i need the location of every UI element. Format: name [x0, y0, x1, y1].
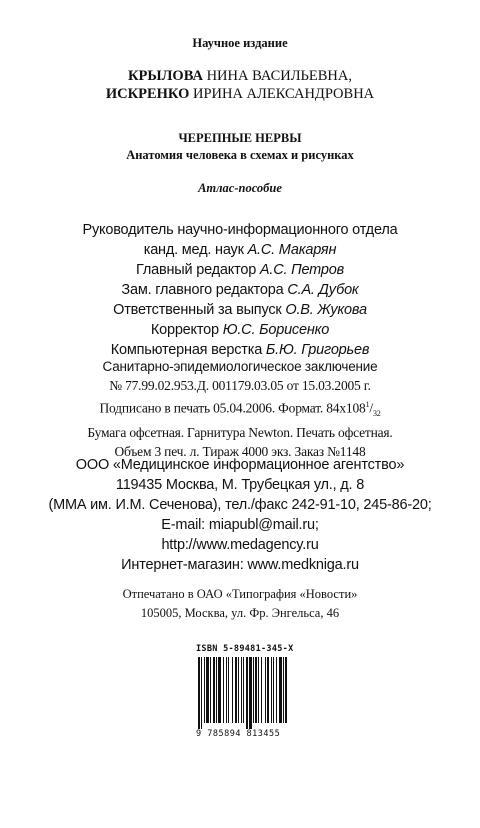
staff-person: Б.Ю. Григорьев	[265, 342, 370, 358]
barcode-bar	[201, 657, 202, 729]
isbn-barcode	[196, 644, 294, 739]
barcode-bar	[216, 657, 217, 723]
barcode-bar	[206, 657, 209, 723]
ean-digits: 9 785894 813455	[196, 729, 281, 739]
staff-role: Ответственный за выпуск	[113, 302, 282, 318]
barcode-bar	[238, 657, 239, 723]
staff-role: Зам. главного редактора	[121, 282, 284, 298]
barcode-bar	[235, 657, 237, 723]
author-surname: ИСКРЕНКО	[105, 86, 190, 102]
staff-line	[0, 300, 480, 320]
staff-role: Руководитель научно-информационного отдела	[82, 222, 398, 238]
barcode-bar	[232, 657, 233, 723]
barcode-bar	[285, 657, 287, 723]
printer-block	[0, 585, 480, 623]
barcode-bar	[246, 657, 248, 729]
barcode-bar	[243, 657, 244, 723]
staff-person: А.С. Петров	[259, 262, 344, 278]
staff-list	[0, 220, 480, 360]
publisher-address: 119435 Москва, М. Трубецкая ул., д. 8	[115, 477, 365, 493]
paper-line: Бумага офсетная. Гарнитура Newton. Печать офсетная.	[87, 425, 393, 441]
barcode-bar	[273, 657, 274, 723]
barcode-bar	[261, 657, 262, 723]
barcode-bar	[265, 657, 266, 723]
barcode-bar	[253, 657, 254, 723]
publisher-contact: (ММА им. И.М. Сеченова), тел./факс 242-91-10, 245-86-20;	[48, 497, 432, 513]
author-name: ИРИНА АЛЕКСАНДРОВНА	[192, 86, 375, 102]
printer-address: 105005, Москва, ул. Фр. Энгельса, 46	[140, 606, 340, 620]
publisher-block	[0, 455, 480, 575]
barcode-bar	[223, 657, 224, 723]
staff-person: Ю.С. Борисенко	[222, 322, 330, 338]
barcode-bar	[249, 657, 252, 729]
print-line-text: Подписано в печать 05.04.2006. Формат. 84х108	[99, 400, 366, 416]
print-format-line: Подписано в печать 05.04.2006. Формат. $84х108^1/_{32}$	[99, 400, 381, 419]
publisher-name: ООО «Медицинское информационное агентство»	[75, 457, 405, 473]
barcode-bar	[218, 657, 221, 723]
publisher-email: E-mail: miapubl@mail.ru;	[161, 517, 319, 533]
staff-person: С.А. Дубок	[287, 282, 359, 298]
barcode-bar	[276, 657, 277, 723]
barcode-bar	[241, 657, 242, 723]
book-subtitle: Анатомия человека в схемах и рисунках	[126, 148, 354, 162]
barcode-bar	[258, 657, 259, 723]
barcode-bar	[271, 657, 272, 723]
author-name: НИНА ВАСИЛЬЕВНА,	[206, 68, 352, 84]
barcode-bars	[196, 657, 288, 729]
volume-line: Объем 3 печ. л. Тираж 4000 экз. Заказ №1148	[114, 444, 366, 460]
edition-type: Научное издание	[192, 36, 288, 50]
author-surname: КРЫЛОВА	[128, 68, 203, 84]
barcode-bar	[198, 657, 200, 729]
sanitary-line: Санитарно-эпидемиологическое заключение	[102, 359, 378, 374]
format-subscript: 32	[372, 409, 381, 419]
staff-line	[0, 220, 480, 240]
staff-line	[0, 280, 480, 300]
staff-line	[0, 260, 480, 280]
staff-line	[0, 320, 480, 340]
publisher-shop: Интернет-магазин: www.medkniga.ru	[121, 557, 359, 573]
staff-role: канд. мед. наук	[143, 242, 244, 258]
staff-line	[0, 240, 480, 260]
barcode-bar	[210, 657, 211, 723]
staff-role: Компьютерная верстка	[110, 342, 263, 358]
author-line-1	[0, 68, 480, 85]
staff-role: Главный редактор	[136, 262, 257, 278]
staff-person: А.С. Макарян	[247, 242, 337, 258]
book-kind: Атлас-пособие	[198, 181, 282, 195]
barcode-bar	[204, 657, 205, 723]
isbn-label: ISBN 5-89481-345-X	[196, 644, 294, 654]
format-superscript: 1	[365, 400, 370, 409]
sanitary-number-line: № 77.99.02.953.Д. 001179.03.05 от 15.03.2005 г.	[109, 378, 371, 393]
barcode-bar	[255, 657, 257, 723]
barcode-bar	[267, 657, 269, 723]
book-title: ЧЕРЕПНЫЕ НЕРВЫ	[178, 131, 302, 145]
publication-info	[0, 357, 480, 461]
barcode-bar	[279, 657, 282, 723]
publisher-website: http://www.medagency.ru	[161, 537, 319, 553]
printer-line: Отпечатано в ОАО «Типография «Новости»	[122, 587, 358, 601]
staff-person: О.В. Жукова	[285, 302, 367, 318]
barcode-bar	[213, 657, 215, 723]
barcode-bar	[226, 657, 227, 723]
staff-role: Корректор	[150, 322, 219, 338]
barcode-bar	[283, 657, 284, 723]
author-line-2	[0, 86, 480, 103]
barcode-bar	[228, 657, 229, 723]
